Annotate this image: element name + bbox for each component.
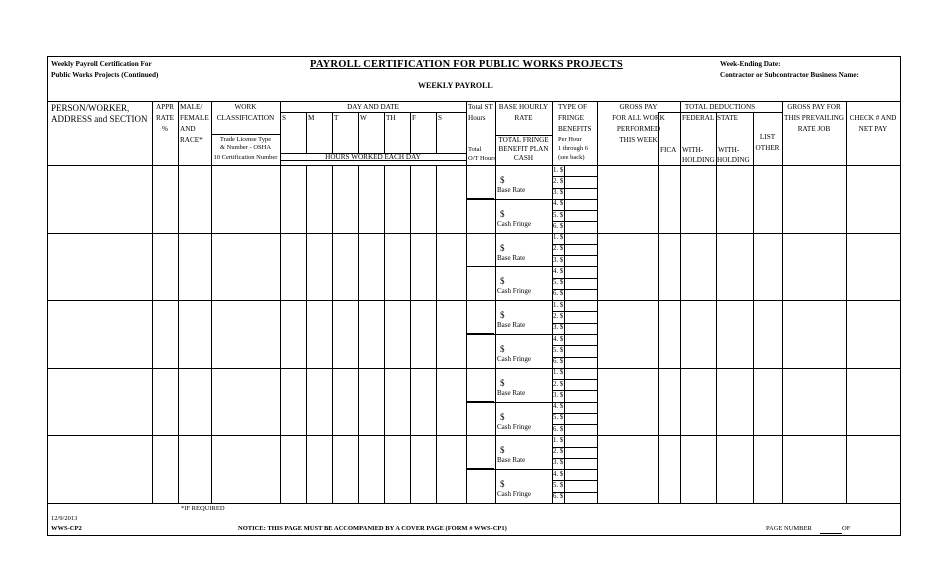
fringe-item-1[interactable]: 1. $	[553, 234, 564, 241]
fringe-item-1[interactable]: 1. $	[553, 302, 564, 309]
federal-holding-header: HOLDING	[682, 156, 715, 164]
fringe-item-6[interactable]: 6. $	[553, 290, 564, 297]
grid-line	[782, 101, 783, 503]
fringe-item-divider	[552, 390, 597, 391]
trade-license-header: & Number - OSHA	[219, 144, 272, 151]
fringe-item-2[interactable]: 2. $	[553, 178, 564, 185]
appr-header-3: %	[162, 125, 168, 133]
grid-line	[436, 435, 437, 503]
fringe-item-5[interactable]: 5. $	[553, 279, 564, 286]
gross-prevailing-header: THIS PREVAILING	[784, 114, 844, 122]
grid-line	[332, 435, 333, 503]
cash-fringe-label: Cash Fringe	[497, 220, 532, 228]
fringe-item-divider	[552, 469, 597, 470]
base-fringe-split	[466, 334, 552, 335]
cash-fringe-label: Cash Fringe	[497, 287, 532, 295]
grid-line	[358, 165, 359, 233]
grid-line	[680, 101, 681, 503]
grid-line	[564, 165, 565, 233]
cover-page-notice: NOTICE: THIS PAGE MUST BE ACCOMPANIED BY A COVER PAGE (FORM # WWS-CP1)	[238, 525, 507, 532]
fica-header: FICA	[660, 146, 677, 154]
gross-prevailing-header: GROSS PAY FOR	[787, 103, 841, 111]
day-and-date-header: DAY AND DATE	[347, 103, 399, 111]
grid-line	[384, 233, 385, 300]
fringe-item-divider	[552, 266, 597, 267]
trade-license-header: Trade License Type	[219, 136, 272, 143]
type-of-fringe-sub: Per Hour	[558, 136, 582, 143]
grid-line	[306, 165, 307, 233]
fringe-item-divider	[552, 480, 597, 481]
fringe-item-divider	[552, 176, 597, 177]
cash-fringe-dollar: $	[500, 276, 505, 286]
gross-pay-header: FOR ALL WORK	[612, 114, 665, 122]
day-header-3: W	[360, 114, 367, 122]
grid-line	[384, 300, 385, 368]
column-header-bottom	[48, 165, 900, 166]
grid-line	[436, 368, 437, 435]
total-fringe-header: BENEFIT PLAN	[498, 145, 549, 153]
page-of-label: OF	[842, 525, 851, 532]
fringe-item-3[interactable]: 3. $	[553, 257, 564, 264]
appr-header: APPR	[156, 103, 174, 111]
fringe-item-3[interactable]: 3. $	[553, 189, 564, 196]
federal-header: FEDERAL	[682, 114, 715, 122]
worker-row-divider	[48, 300, 900, 301]
cash-fringe-dollar: $	[500, 209, 505, 219]
total-fringe-header: CASH	[513, 154, 534, 162]
work-trade-divider	[211, 134, 280, 135]
list-header: LIST	[759, 133, 776, 141]
grid-line	[280, 101, 281, 503]
fringe-item-divider	[552, 334, 597, 335]
fringe-item-2[interactable]: 2. $	[553, 381, 564, 388]
base-rate-dollar: $	[500, 445, 505, 455]
cash-fringe-dollar: $	[500, 344, 505, 354]
fringe-item-2[interactable]: 2. $	[553, 245, 564, 252]
total-hours-cell[interactable]	[467, 236, 494, 267]
base-rate-label: Base Rate	[497, 186, 526, 194]
grid-line	[384, 112, 385, 153]
grid-line	[597, 101, 598, 503]
fringe-item-6[interactable]: 6. $	[553, 358, 564, 365]
grid-line	[410, 368, 411, 435]
grid-line	[332, 368, 333, 435]
grid-line	[332, 165, 333, 233]
deductions-divider	[658, 112, 782, 113]
base-rate-label: Base Rate	[497, 254, 526, 262]
cash-fringe-label: Cash Fringe	[497, 355, 532, 363]
grid-line	[436, 165, 437, 233]
grid-line	[410, 435, 411, 503]
base-rate-dollar: $	[500, 310, 505, 320]
fringe-item-5[interactable]: 5. $	[553, 347, 564, 354]
fringe-item-4[interactable]: 4. $	[553, 403, 564, 410]
total-ot-hours: O/T Hours	[468, 155, 496, 162]
state-with-header: WITH-	[718, 146, 740, 154]
page-number-label: PAGE NUMBER	[766, 525, 812, 532]
grid-line	[332, 112, 333, 153]
state-header: STATE	[717, 114, 738, 122]
grid-line	[564, 300, 565, 368]
total-st-header: Total ST	[468, 103, 493, 111]
base-fringe-split	[466, 199, 552, 200]
grid-line	[358, 112, 359, 153]
work-classification-header: CLASSIFICATION	[216, 114, 275, 122]
header-left-line2: Public Works Projects (Continued)	[51, 71, 159, 79]
male-female-header: MALE/	[180, 103, 203, 111]
fringe-item-3[interactable]: 3. $	[553, 392, 564, 399]
day-date-divider	[280, 112, 466, 113]
grid-line	[306, 112, 307, 153]
fringe-item-divider	[552, 311, 597, 312]
grid-line	[410, 233, 411, 300]
gross-pay-header: THIS WEEK	[619, 136, 658, 144]
fringe-item-4[interactable]: 4. $	[553, 268, 564, 275]
type-of-fringe-sub: 1 through 6	[558, 145, 588, 152]
grid-line	[410, 165, 411, 233]
grid-line	[410, 300, 411, 368]
grid-line	[384, 368, 385, 435]
form-date: 12/9/2013	[51, 515, 78, 522]
grid-line	[332, 300, 333, 368]
base-rate-label: Base Rate	[497, 389, 526, 397]
fringe-item-4[interactable]: 4. $	[553, 336, 564, 343]
federal-with-header: WITH-	[682, 146, 704, 154]
form-subtitle: WEEKLY PAYROLL	[418, 81, 493, 90]
grid-line	[332, 233, 333, 300]
male-female-header: AND	[180, 125, 196, 133]
fringe-item-divider	[552, 379, 597, 380]
type-of-fringe-header: BENEFITS	[558, 125, 592, 133]
person-header: PERSON/WORKER,	[51, 103, 130, 113]
fringe-item-3[interactable]: 3. $	[553, 459, 564, 466]
gross-pay-header: PERFORMED	[616, 125, 661, 133]
base-rate-label: Base Rate	[497, 321, 526, 329]
header-divider	[48, 101, 900, 102]
header-left-line1: Weekly Payroll Certification For	[51, 60, 152, 68]
page-number-field[interactable]	[820, 533, 842, 534]
contractor-label: Contractor or Subcontractor Business Name:	[720, 71, 859, 79]
fringe-item-divider	[552, 210, 597, 211]
cash-fringe-dollar: $	[500, 479, 505, 489]
type-of-fringe-header: TYPE OF	[558, 103, 587, 111]
work-header: WORK	[234, 103, 257, 111]
form-title: PAYROLL CERTIFICATION FOR PUBLIC WORKS PROJECTS	[310, 59, 623, 70]
day-header-0: S	[282, 114, 286, 122]
worker-row-divider	[48, 435, 900, 436]
grid-line	[564, 435, 565, 503]
payroll-form	[47, 56, 901, 536]
total-hours-cell[interactable]	[467, 303, 494, 334]
fringe-item-2[interactable]: 2. $	[553, 313, 564, 320]
fringe-item-divider	[552, 221, 597, 222]
grid-line	[384, 435, 385, 503]
grid-line	[436, 300, 437, 368]
total-hours-cell[interactable]	[467, 371, 494, 402]
fringe-item-divider	[552, 255, 597, 256]
male-female-header: FEMALE	[180, 114, 209, 122]
base-fringe-split	[466, 402, 552, 403]
check-net-pay-header: CHECK # AND	[849, 114, 897, 122]
worker-row-divider	[48, 233, 900, 234]
base-fringe-split	[466, 469, 552, 470]
day-header-4: TH	[386, 114, 396, 122]
total-deductions-header: TOTAL DEDUCTIONS	[684, 103, 756, 111]
grid-line	[306, 300, 307, 368]
grid-line	[436, 112, 437, 153]
grid-line	[564, 368, 565, 435]
grid-line	[358, 435, 359, 503]
day-header-6: S	[438, 114, 442, 122]
grid-line	[306, 368, 307, 435]
fringe-item-6[interactable]: 6. $	[553, 493, 564, 500]
base-hourly-header: BASE HOURLY	[498, 103, 549, 111]
body-bottom-line	[48, 503, 900, 504]
fringe-item-1[interactable]: 1. $	[553, 369, 564, 376]
if-required-note: *IF REQUIRED	[181, 505, 225, 512]
fringe-item-4[interactable]: 4. $	[553, 200, 564, 207]
fringe-item-3[interactable]: 3. $	[553, 324, 564, 331]
day-header-1: M	[308, 114, 315, 122]
gross-pay-header: GROSS PAY	[619, 103, 658, 111]
worker-row-divider	[48, 368, 900, 369]
grid-line	[358, 233, 359, 300]
fringe-item-2[interactable]: 2. $	[553, 448, 564, 455]
grid-line	[410, 112, 411, 153]
fringe-item-1[interactable]: 1. $	[553, 437, 564, 444]
hours-worked-header: HOURS WORKED EACH DAY	[325, 153, 421, 161]
male-female-header: RACE*	[180, 136, 203, 144]
total-st-hours: Hours	[468, 114, 486, 122]
grid-line	[358, 300, 359, 368]
day-header-2: T	[334, 114, 339, 122]
fringe-item-5[interactable]: 5. $	[553, 212, 564, 219]
fringe-item-1[interactable]: 1. $	[553, 167, 564, 174]
type-of-fringe-header: FRINGE	[558, 114, 584, 122]
check-net-pay-header: NET PAY	[858, 125, 888, 133]
fringe-item-5[interactable]: 5. $	[553, 482, 564, 489]
appr-header-2: RATE	[156, 114, 174, 122]
grid-line	[384, 165, 385, 233]
week-ending-label: Week-Ending Date:	[720, 60, 781, 68]
fringe-item-divider	[552, 424, 597, 425]
grid-line	[358, 368, 359, 435]
base-rate-dollar: $	[500, 243, 505, 253]
gross-prevailing-header: RATE JOB	[797, 125, 831, 133]
grid-line	[436, 233, 437, 300]
total-hours-cell[interactable]	[467, 168, 494, 199]
total-fringe-header: TOTAL FRINGE	[498, 136, 549, 144]
type-of-fringe-sub: (see back)	[558, 154, 585, 161]
cash-fringe-label: Cash Fringe	[497, 490, 532, 498]
fringe-item-6[interactable]: 6. $	[553, 223, 564, 230]
fringe-item-divider	[552, 345, 597, 346]
total-ot-header: Total	[468, 146, 482, 153]
fringe-item-5[interactable]: 5. $	[553, 414, 564, 421]
grid-line	[753, 112, 754, 503]
grid-line	[306, 435, 307, 503]
base-rate-label: Base Rate	[497, 456, 526, 464]
fringe-item-6[interactable]: 6. $	[553, 426, 564, 433]
state-holding-header: HOLDING	[717, 156, 750, 164]
form-id: WWS-CP2	[51, 525, 82, 532]
fringe-item-4[interactable]: 4. $	[553, 471, 564, 478]
grid-line	[564, 233, 565, 300]
total-hours-cell[interactable]	[467, 438, 494, 469]
person-header-2: ADDRESS and SECTION	[51, 114, 148, 124]
cash-fringe-label: Cash Fringe	[497, 423, 532, 431]
grid-line	[178, 101, 179, 503]
other-header: OTHER	[755, 144, 780, 152]
grid-line	[716, 112, 717, 503]
base-rate-header: RATE	[514, 114, 533, 122]
grid-line	[658, 112, 659, 503]
grid-line	[306, 233, 307, 300]
day-header-5: F	[412, 114, 416, 122]
grid-line	[846, 101, 847, 503]
cash-fringe-dollar: $	[500, 412, 505, 422]
osha-cert-header: 10 Certification Number	[213, 154, 278, 161]
grid-line	[152, 101, 153, 503]
base-rate-dollar: $	[500, 175, 505, 185]
base-rate-dollar: $	[500, 378, 505, 388]
